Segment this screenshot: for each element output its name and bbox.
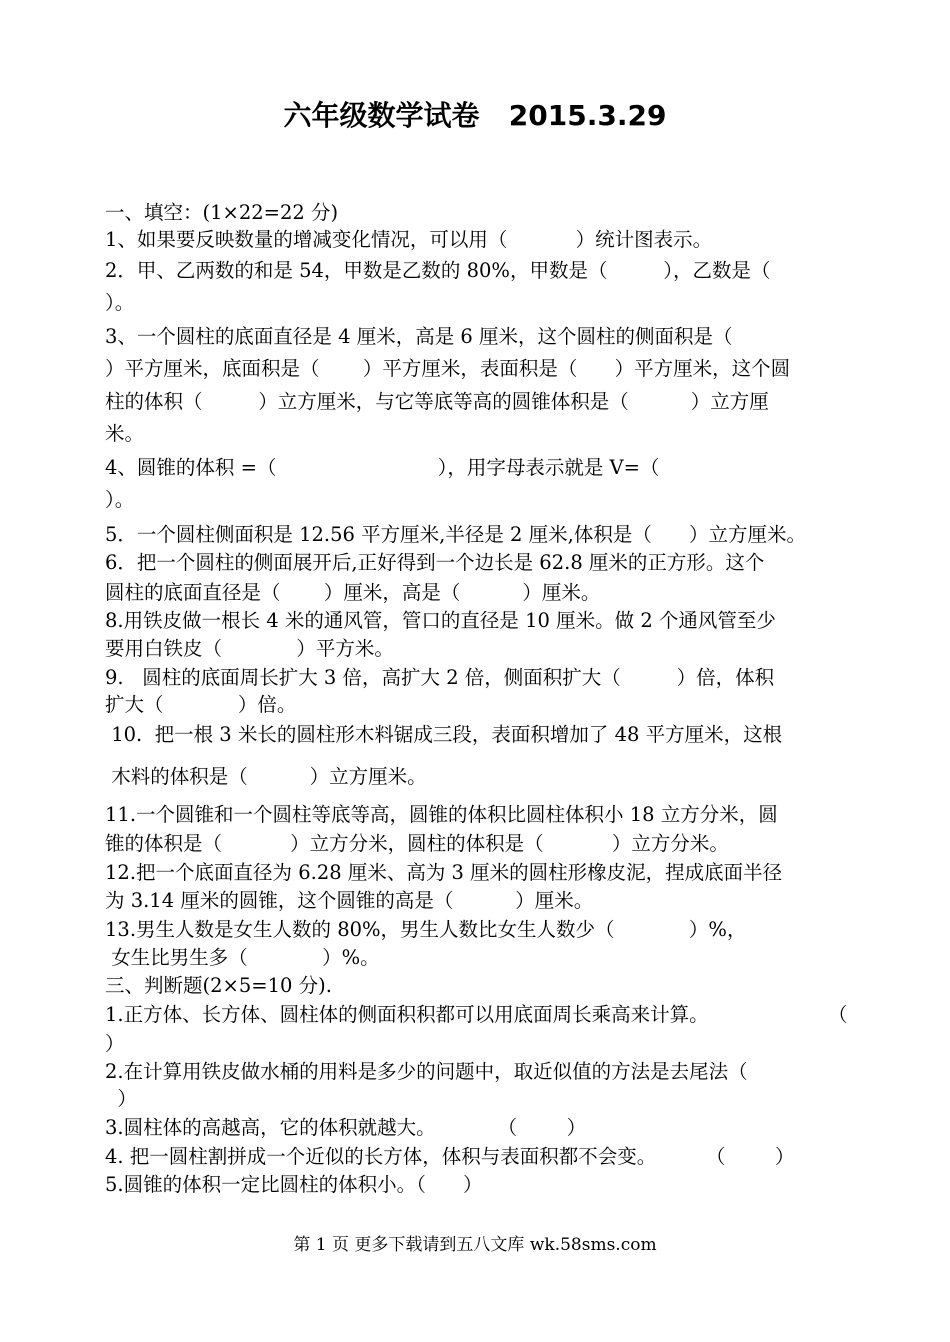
question-line: 要用白铁皮（ ）平方米。 xyxy=(105,637,394,660)
question-line: 6．把一个圆柱的侧面展开后,正好得到一个边长是 62.8 厘米的正方形。这个 xyxy=(105,551,765,574)
page-footer: 第 1 页 更多下载请到五八文库 wk.58sms.com xyxy=(293,1235,657,1255)
question-line: 扩大（ ）倍。 xyxy=(105,693,297,716)
question-line: 为 3.14 厘米的圆锥，这个圆锥的高是（ ）厘米。 xyxy=(105,889,594,912)
question-line: 9. 圆柱的底面周长扩大 3 倍，高扩大 2 倍，侧面积扩大（ ）倍，体积 xyxy=(105,666,775,689)
question-line: 1.正方体、长方体、圆柱体的侧面积积都可以用底面周长乘高来计算。 xyxy=(105,1003,709,1026)
question-line: ）。 xyxy=(105,291,135,314)
section-header: 一、填空：(1×22=22 分) xyxy=(105,201,339,224)
question-line: 圆柱的底面直径是（ ）厘米，高是（ ）厘米。 xyxy=(105,581,601,604)
question-line: ）平方厘米，底面积是（ ）平方厘米，表面积是（ ）平方厘米，这个圆 xyxy=(105,357,791,380)
question-line: 4. 把一圆柱割拼成一个近似的长方体，体积与表面积都不会变。 （ ） xyxy=(105,1145,795,1168)
question-line: 3.圆柱体的高越高，它的体积就越大。 （ ） xyxy=(105,1116,587,1139)
question-line: 2.在计算用铁皮做水桶的用料是多少的问题中，取近似值的方法是去尾法（ xyxy=(105,1060,748,1083)
page-title: 六年级数学试卷 2015.3.29 xyxy=(283,99,667,132)
question-line: 1、如果要反映数量的增减变化情况，可以用（ ）统计图表示。 xyxy=(105,228,713,251)
question-line: 柱的体积（ ）立方厘米，与它等底等高的圆锥体积是（ ）立方厘 xyxy=(105,390,769,413)
question-line: 12.把一个底面直径为 6.28 厘米、高为 3 厘米的圆柱形橡皮泥，捏成底面半径 xyxy=(105,861,783,884)
question-line: 木料的体积是（ ）立方厘米。 xyxy=(105,765,427,788)
question-line: 8.用铁皮做一根长 4 米的通风管，管口的直径是 10 厘米。做 2 个通风管至少 xyxy=(105,609,776,632)
question-line: 米。 xyxy=(105,422,145,445)
question-line: 3、一个圆柱的底面直径是 4 厘米，高是 6 厘米，这个圆柱的侧面积是（ xyxy=(105,325,733,348)
question-line: 5．一个圆柱侧面积是 12.56 平方厘米,半径是 2 厘米,体积是（ ）立方厘米。 xyxy=(105,523,807,546)
question-line: 11.一个圆锥和一个圆柱等底等高，圆锥的体积比圆柱体积小 18 立方分米，圆 xyxy=(105,803,778,826)
question-line: ） xyxy=(105,1087,137,1110)
question-line: 锥的体积是（ ）立方分米，圆柱的体积是（ ）立方分米。 xyxy=(105,832,729,855)
question-line: 女生比男生多（ ）%。 xyxy=(105,946,380,969)
answer-paren-open: （ xyxy=(828,1003,848,1026)
section-header: 三、判断题(2×5=10 分). xyxy=(105,974,332,997)
question-line: ）。 xyxy=(105,488,135,511)
question-line: 5.圆锥的体积一定比圆柱的体积小。（ ） xyxy=(105,1173,483,1196)
question-line: 4、圆锥的体积 =（ ），用字母表示就是 V=（ xyxy=(105,456,660,479)
question-line: ） xyxy=(105,1032,125,1055)
question-line: 2．甲、乙两数的和是 54，甲数是乙数的 80%，甲数是（ ），乙数是（ xyxy=(105,259,771,282)
question-line: 10. 把一根 3 米长的圆柱形木料锯成三段，表面积增加了 48 平方厘米，这根 xyxy=(105,723,783,746)
question-line: 13.男生人数是女生人数的 80%，男生人数比女生人数少（ ）%， xyxy=(105,918,747,941)
